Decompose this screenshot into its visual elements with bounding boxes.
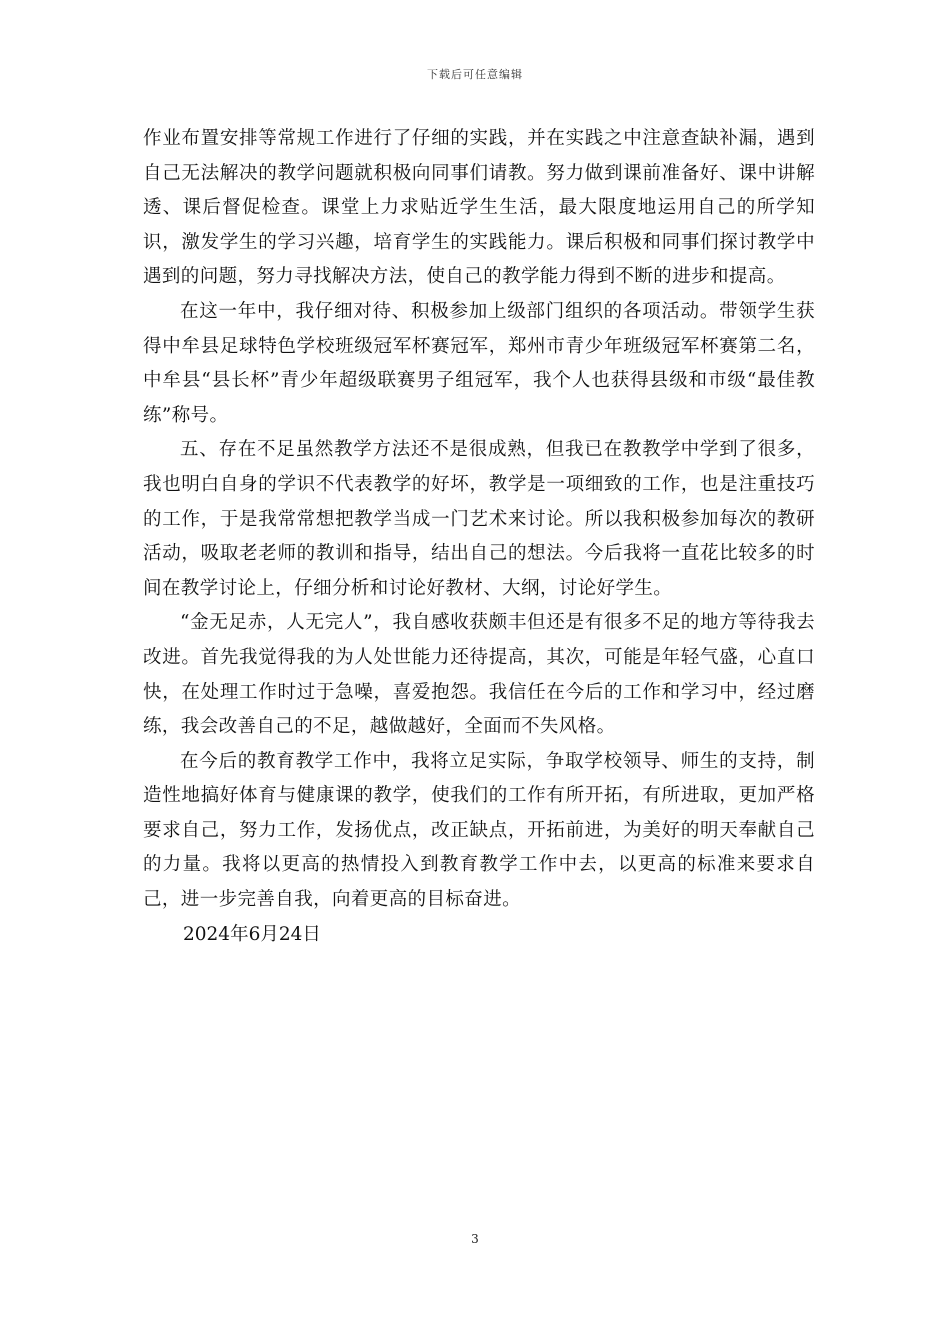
paragraph-4: “金无足赤，人无完人”，我自感收获颇丰但还是有很多不足的地方等待我去改进。首先我觉得我的为人处世能力还待提高，其次，可能是年轻气盛，心直口快，在处理工作时过于急噪，喜爱抱怨。我信任在今后的工作和学习中，经过磨练，我会改善自己的不足，越做越好，全面而不失风格。	[143, 612, 815, 738]
page-number: 3	[471, 1232, 479, 1246]
paragraph-5: 在今后的教育教学工作中，我将立足实际，争取学校领导、师生的支持，制造性地搞好体育与健康课的教学，使我们的工作有所开拓，有所进取，更加严格要求自己，努力工作，发扬优点，改正缺点，开拓前进，为美好的明天奉献自己的力量。我将以更高的热情投入到教育教学工作中去，以更高的标准来要求自己，进一步完善自我，向着更高的目标奋进。	[143, 750, 815, 911]
document-body	[143, 122, 815, 952]
page-header: 下载后可任意编辑	[427, 68, 523, 81]
document-date: 2024年6月24日	[183, 923, 321, 945]
paragraph-1: 作业布置安排等常规工作进行了仔细的实践，并在实践之中注意查缺补漏，遇到自己无法解决的教学问题就积极向同事们请教。努力做到课前准备好、课中讲解透、课后督促检查。课堂上力求贴近学生生活，最大限度地运用自己的所学知识，激发学生的学习兴趣，培育学生的实践能力。课后积极和同事们探讨教学中遇到的问题，努力寻找解决方法，使自己的教学能力得到不断的进步和提高。	[143, 128, 815, 288]
paragraph-2: 在这一年中，我仔细对待、积极参加上级部门组织的各项活动。带领学生获得中牟县足球特色学校班级冠军杯赛冠军，郑州市青少年班级冠军杯赛第二名，中牟县“县长杯”青少年超级联赛男子组冠军，我个人也获得县级和市级“最佳教练”称号。	[143, 300, 815, 426]
paragraph-3: 五、存在不足虽然教学方法还不是很成熟，但我已在教教学中学到了很多，我也明白自身的学识不代表教学的好坏，教学是一项细致的工作，也是注重技巧的工作，于是我常常想把教学当成一门艺术来讨论。所以我积极参加每次的教研活动，吸取老老师的教训和指导，结出自己的想法。今后我将一直花比较多的时间在教学讨论上，仔细分析和讨论好教材、大纲，讨论好学生。	[143, 439, 815, 599]
